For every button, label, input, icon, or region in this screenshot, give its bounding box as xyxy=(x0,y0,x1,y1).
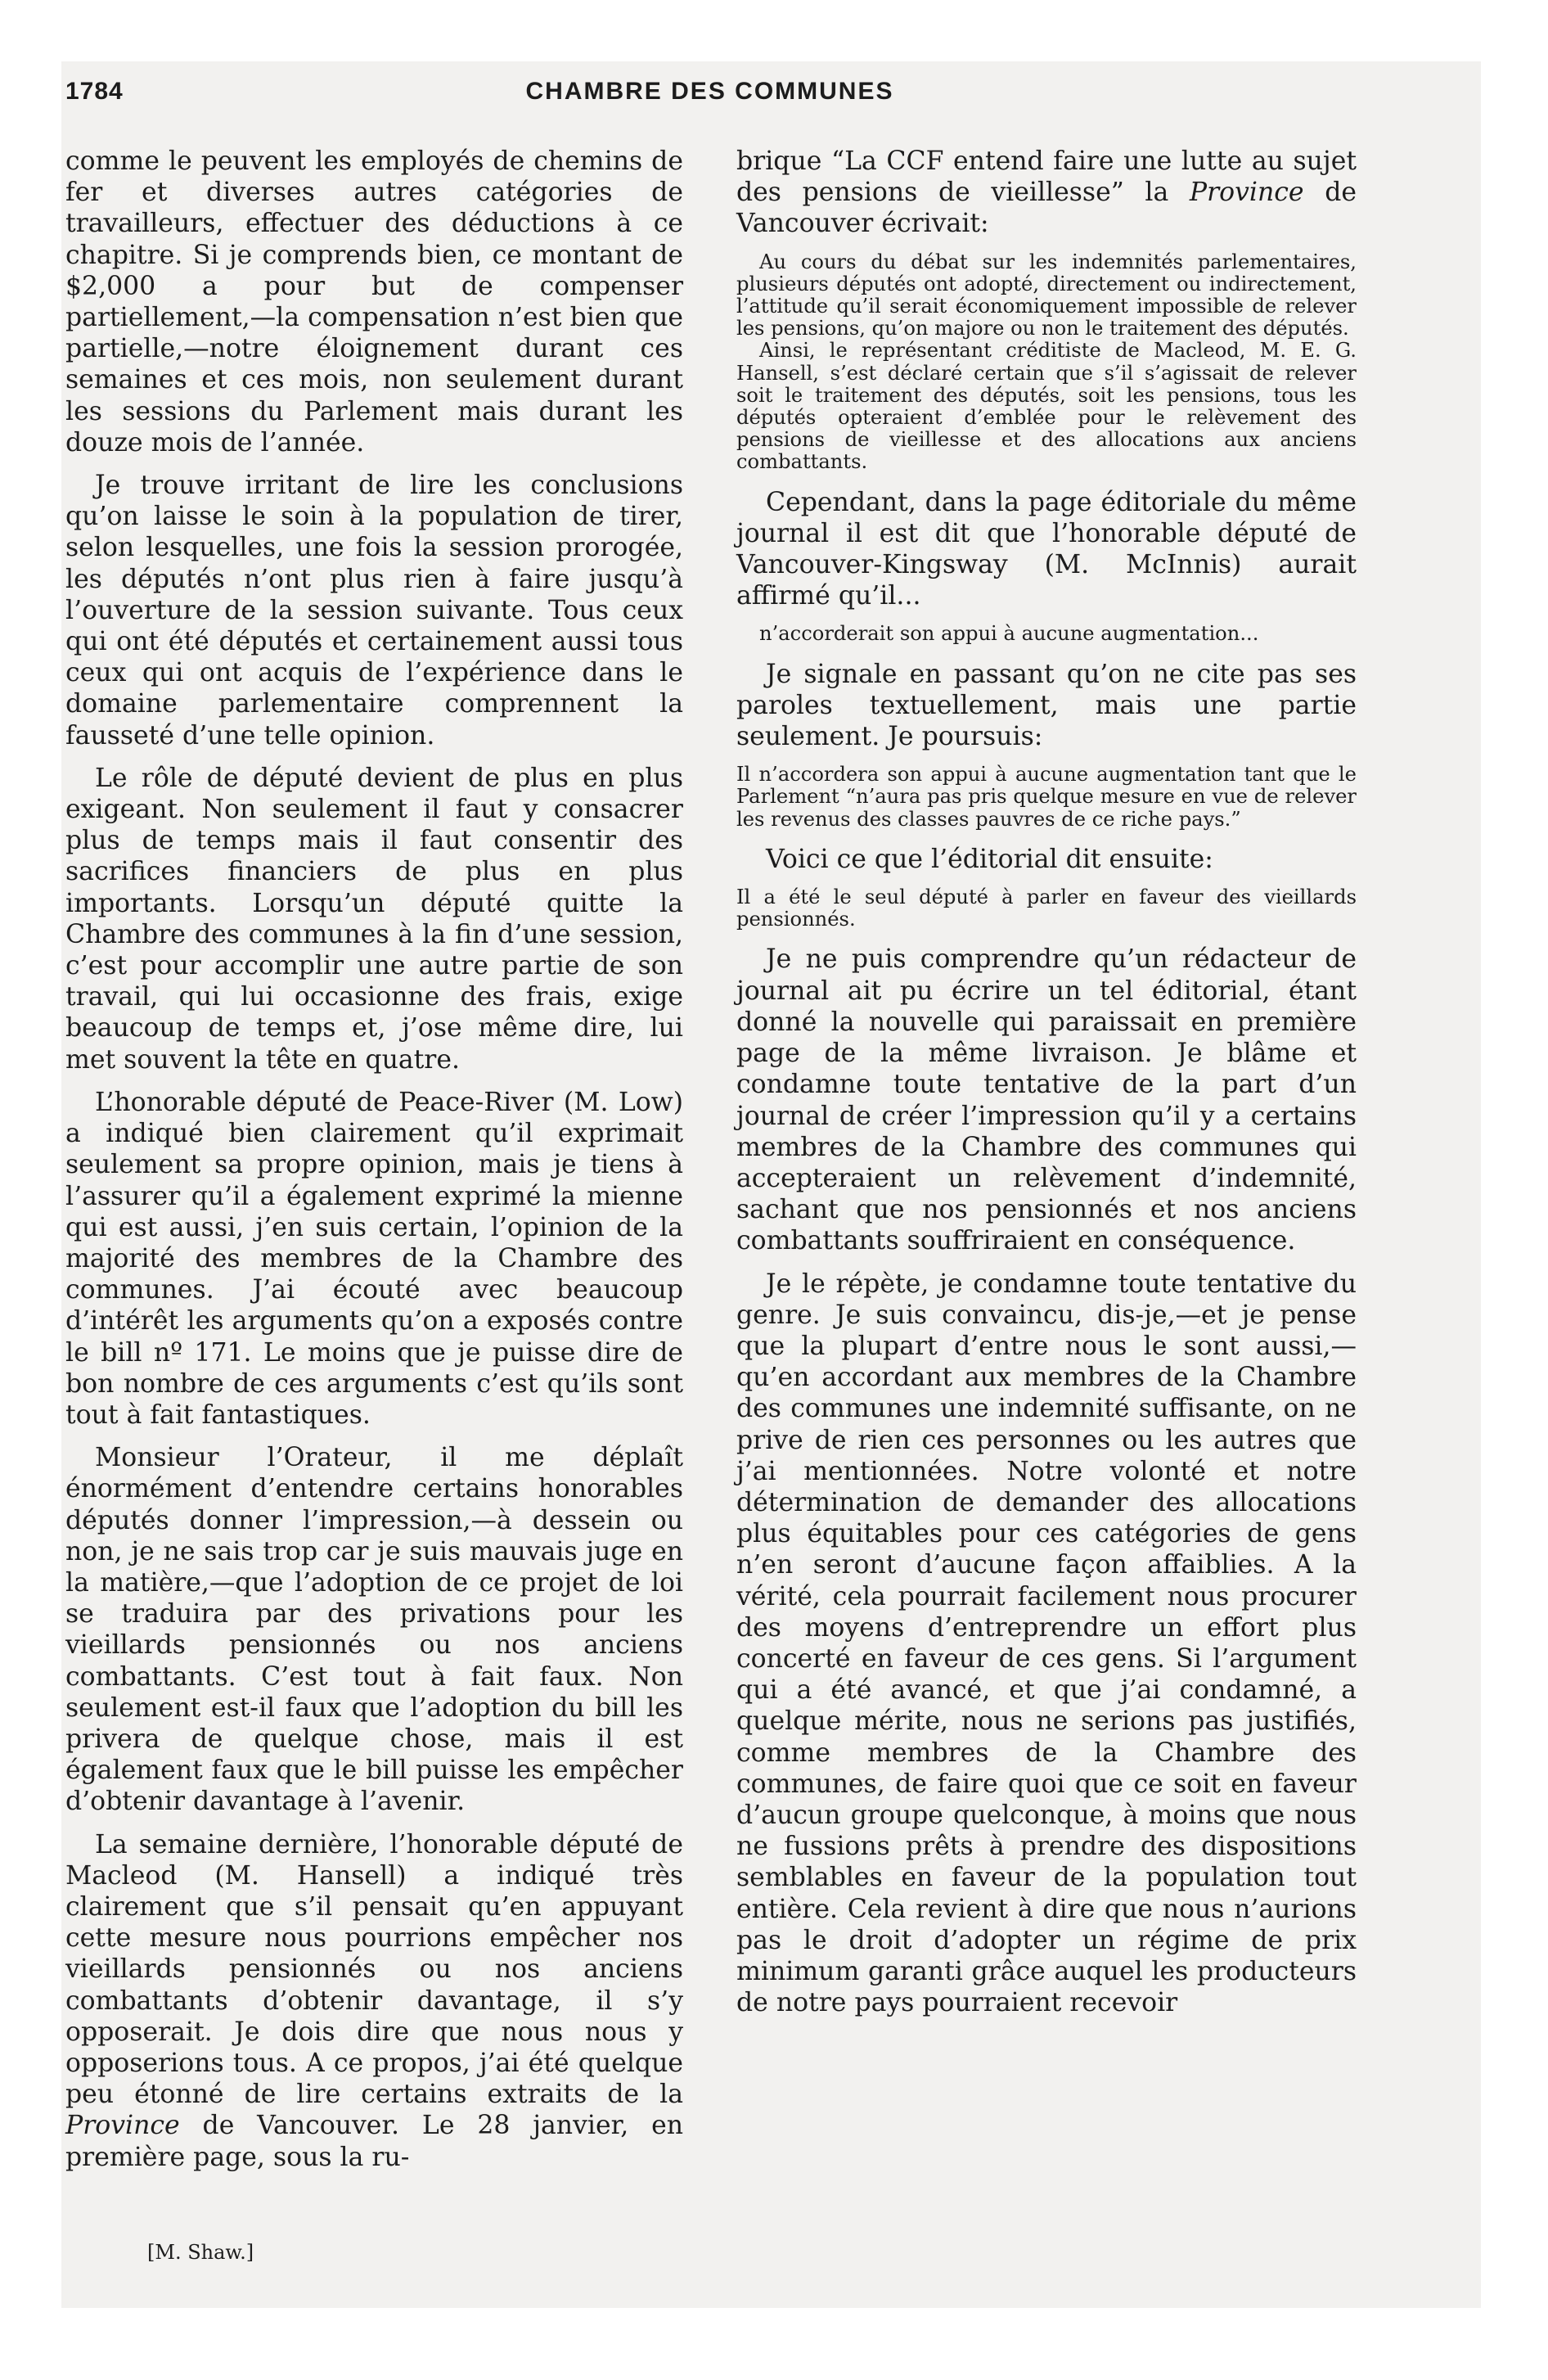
block-quote: Il a été le seul député à parler en faveur des vieillards pensionnés. xyxy=(736,886,1357,931)
paragraph xyxy=(736,146,1357,240)
text-run: de Vancouver. Le 28 janvier, en première page, sous la ru- xyxy=(65,2111,683,2172)
text-run: La semaine dernière, l’honorable député de Macleod (M. Hansell) a indiqué très clairement que s’il pensait qu’en appuyant cette mesure nous pourrions empêcher nos vieillards pensionnés ou nos anciens combattants d’obtenir davantage, il s’y opposerait. Je dois dire que nous nous y opposerions tous. A ce propos, j’ai été quelque peu étonné de lire certains extraits de la xyxy=(65,1829,683,2110)
block-quote: n’accorderait son appui à aucune augmentation... xyxy=(759,622,1259,646)
paragraph: L’honorable député de Peace-River (M. Low) a indiqué bien clairement qu’il exprimait seulement sa propre opinion, mais je tiens à l’assurer qu’il a également exprimé la mienne qui est aussi, j’en suis certain, l’opinion de la majorité des membres de la Chambre des communes. J’ai écouté avec beaucoup d’intérêt les arguments qu’on a exposés contre le bill nº 171. Le moins que je puisse dire de bon nombre de ces arguments c’est qu’ils sont tout à fait fantastiques. xyxy=(65,1087,683,1430)
left-column xyxy=(65,146,683,2184)
page-number: 1784 xyxy=(65,78,124,105)
paragraph: comme le peuvent les employés de chemins de fer et diverses autres catégories de travailleurs, effectuer des déductions à ce chapitre. Si je comprends bien, ce montant de $2,000 a pour but de compenser partiellement,—la compensation n’est bien que partielle,—notre éloignement durant ces semaines et ces mois, non seulement durant les sessions du Parlement mais durant les douze mois de l’année. xyxy=(65,146,683,458)
right-column xyxy=(736,146,1357,2030)
block-quote: Il n’accordera son appui à aucune augmentation tant que le Parlement “n’aura pas pris quelque mesure en vue de relever les revenus des classes pauvres de ce riche pays.” xyxy=(736,763,1357,831)
paragraph: Monsieur l’Orateur, il me déplaît énormément d’entendre certains honorables députés donner l’impression,—à dessein ou non, je ne sais trop car je suis mauvais juge en la matière,—que l’adoption de ce projet de loi se traduira par des privations pour les vieillards pensionnés ou nos anciens combattants. C’est tout à fait faux. Non seulement est-il faux que l’adoption du bill les privera de quelque chose, mais il est également faux que le bill puisse les empêcher d’obtenir davantage à l’avenir. xyxy=(65,1443,683,1817)
text-run: de Vancouver écrivait: xyxy=(736,178,1357,239)
block-quote: Ainsi, le représentant créditiste de Macleod, M. E. G. Hansell, s’est déclaré certain que s’il s’agissait de relever soit le traitement des députés, soit les pensions, tous les députés opteraient d’emblée pour le relèvement des pensions de vieillesse et des allocations aux anciens combattants. xyxy=(736,339,1357,474)
paragraph xyxy=(65,1829,683,2173)
newspaper-title: Province xyxy=(65,2111,180,2141)
paragraph: Le rôle de député devient de plus en plus exigeant. Non seulement il faut y consacrer plus de temps mais il faut consentir des sacrifices financiers de plus en plus importants. Lorsqu’un député quitte la Chambre des communes à la fin d’une session, c’est pour accomplir une autre partie de son travail, qui lui occasionne des frais, exige beaucoup de temps et, j’ose même dire, lui met souvent la tête en quatre. xyxy=(65,763,683,1075)
text-run: brique “La CCF entend faire une lutte au sujet des pensions de vieillesse” la xyxy=(736,146,1357,208)
paragraph: Je le répète, je condamne toute tentative du genre. Je suis convaincu, dis-je,—et je pense que la plupart d’entre nous le sont aussi,—qu’en accordant aux membres de la Chambre des communes une indemnité suffisante, on ne prive de rien ces personnes ou les autres que j’ai mentionnées. Notre volonté et notre détermination de demander des allocations plus équitables pour ces catégories de gens n’en seront d’aucune façon affaiblies. A la vérité, cela pourrait facilement nous procurer des moyens d’entreprendre un effort plus concerté en faveur de ces gens. Si l’argument qui a été avancé, et que j’ai condamné, a quelque mérite, nous ne serions pas justifiés, comme membres de la Chambre des communes, de faire quoi que ce soit en faveur d’aucun groupe quelconque, à moins que nous ne fussions prêts à prendre des dispositions semblables en faveur de la population tout entière. Cela revient à dire que nous n’aurions pas le droit d’adopter un régime de prix minimum garanti grâce auquel les producteurs de notre pays pourraient recevoir xyxy=(736,1269,1357,2018)
newspaper-title: Province xyxy=(1189,178,1304,208)
running-title: CHAMBRE DES COMMUNES xyxy=(525,78,894,105)
page-header xyxy=(65,78,1354,119)
paragraph: Je ne puis comprendre qu’un rédacteur de journal ait pu écrire un tel éditorial, étant donné la nouvelle qui paraissait en première page de la même livraison. Je blâme et condamne toute tentative de la part d’un journal de créer l’impression qu’il y a certains membres de la Chambre des communes qui accepteraient un relèvement d’indemnité, sachant que nos pensionnés et nos anciens combattants souffriraient en conséquence. xyxy=(736,944,1357,1256)
block-quote: Au cours du débat sur les indemnités parlementaires, plusieurs députés ont adopté, directement ou indirectement, l’attitude qu’il serait économiquement impossible de relever les pensions, qu’on majore ou non le traitement des députés. xyxy=(736,250,1357,340)
paragraph: Je signale en passant qu’on ne cite pas ses paroles textuellement, mais une partie seulement. Je poursuis: xyxy=(736,659,1357,752)
speaker-attribution: [M. Shaw.] xyxy=(147,2241,254,2264)
paragraph: Cependant, dans la page éditoriale du même journal il est dit que l’honorable député de Vancouver-Kingsway (M. McInnis) aurait affirmé qu’il... xyxy=(736,487,1357,611)
paragraph: Je trouve irritant de lire les conclusions qu’on laisse le soin à la population de tirer, selon lesquelles, une fois la session prorogée, les députés n’ont plus rien à faire jusqu’à l’ouverture de la session suivante. Tous ceux qui ont été députés et certainement aussi tous ceux qui ont acquis de l’expérience dans le domaine parlementaire comprennent la fausseté d’une telle opinion. xyxy=(65,471,683,751)
paragraph: Voici ce que l’éditorial dit ensuite: xyxy=(766,844,1213,874)
